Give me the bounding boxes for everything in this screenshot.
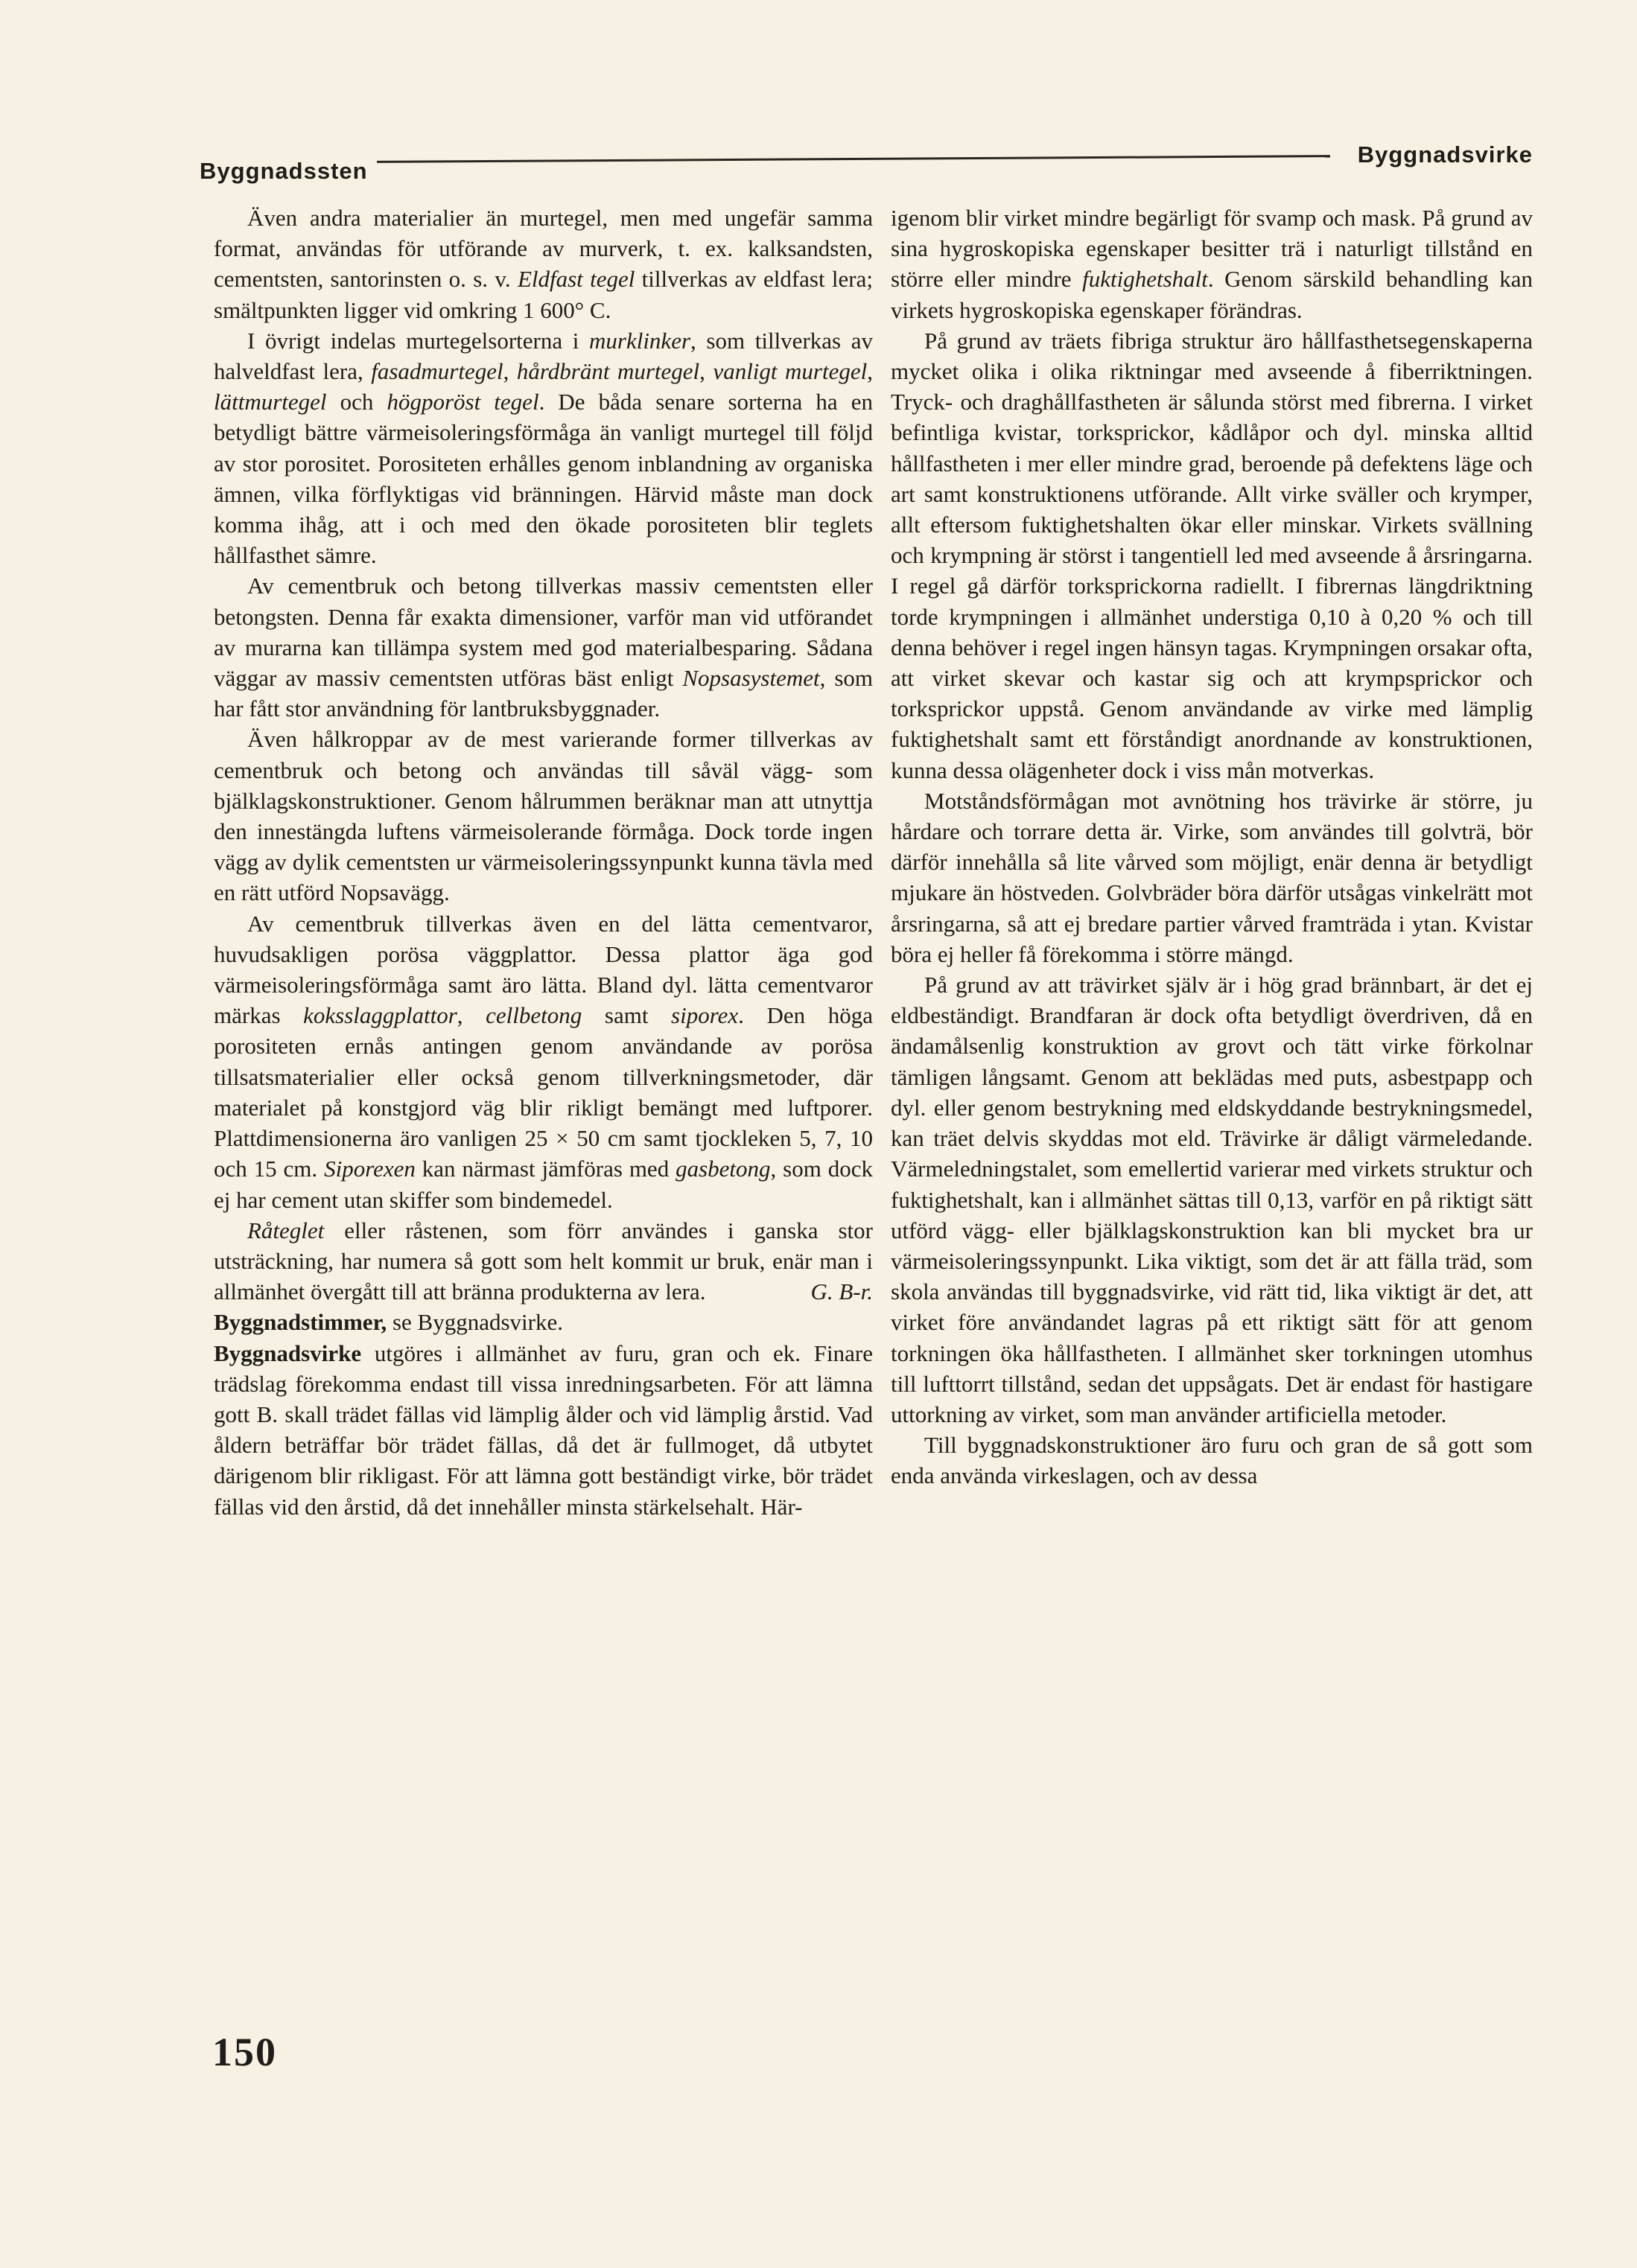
body-paragraph: Av cementbruk och betong tillverkas massiv cementsten eller betongsten. Denna får exakta dimensioner, varför man vid utförandet av murarna kan tillämpa system med god materialbesparing. Sådana väggar av massiv cementsten utföras bäst enligt Nopsasystemet, som har fått stor användning för lantbruksbyggnader. — [214, 573, 873, 722]
body-paragraph: igenom blir virket mindre begärligt för svamp och mask. På grund av sina hygroskopiska egenskaper besitter trä i naturligt tillstånd en större eller mindre fuktighetshalt. Genom särskild behandling kan virkets hygroskopiska egenskaper förändras. — [891, 205, 1533, 323]
page-number: 150 — [212, 2030, 277, 2074]
left-column — [214, 203, 873, 1522]
body-paragraph: I övrigt indelas murtegelsorterna i murklinker, som tillverkas av halveldfast lera, fasadmurtegel, hårdbränt murtegel, vanligt murtegel, lättmurtegel och högporöst tegel. De båda senare sorterna ha en betydligt bättre värmeisoleringsförmåga än vanligt murtegel till följd av stor porositet. Porositeten erhålles genom inblandning av organiska ämnen, vilka förflyktigas vid bränningen. Härvid måste man dock komma ihåg, att i och med den ökade porositeten blir teglets hållfasthet sämre. — [214, 327, 873, 569]
running-head-rule — [377, 155, 1330, 163]
body-paragraph: Även hålkroppar av de mest varierande former tillverkas av cementbruk och betong och användas till såväl vägg- som bjälklagskonstruktioner. Genom hålrummen beräknar man att utnyttja den innestängda luftens värmeisolerande förmåga. Dock torde ingen vägg av dylik cementsten ur värmeisoleringssynpunkt kunna tävla med en rätt utförd Nopsavägg. — [214, 726, 873, 906]
body-paragraph: På grund av att trävirket själv är i hög grad brännbart, är det ej eldbeständigt. Brandfaran är dock ofta betydligt överdriven, då en ändamålsenlig konstruktion av grovt och tätt virke förkolnar tämligen långsamt. Genom att beklädas med puts, asbestpapp och dyl. eller genom bestrykning med eldskyddande bestrykningsmedel, kan träet delvis skyddas mot eld. Trävirke är dåligt värmeledande. Värmeledningstalet, som emellertid varierar med virkets struktur och fuktighetshalt, kan i allmänhet sättas till 0,13, varför en på riktigt sätt utförd vägg- eller bjälklagskonstruktion kan bli mycket bra ur värmeisoleringssynpunkt. Lika viktigt, som det är att fälla träd, som skola användas till byggnadsvirke, vid rätt tid, lika viktigt är det, att virket före användandet lagras på ett riktigt sätt för att genom torkningen öka hållfastheten. I allmänhet sker torkningen utomhus till lufttorrt tillstånd, sedan det uppsågats. Det är endast för hastigare uttorkning av virket, som man använder artificiella metoder. — [891, 972, 1533, 1427]
running-head-left: Byggnadssten — [200, 158, 368, 184]
dictionary-entry: Byggnadsvirke utgöres i allmänhet av furu, gran och ek. Finare trädslag förekomma endast till vissa inredningsarbeten. För att lämna gott B. skall trädet fällas vid lämplig ålder och vid lämplig årstid. Vad åldern beträffar bör trädet fällas, då det är fullmoget, då utbytet därigenom blir rikligast. För att lämna gott beständigt virke, bör trädet fällas vid den årstid, då det innehåller minsta stärkelsehalt. Här- — [214, 1340, 873, 1520]
body-paragraph: Även andra materialier än murtegel, men med ungefär samma format, användas för utförande av murverk, t. ex. kalksandsten, cementsten, santorinsten o. s. v. Eldfast tegel tillverkas av eldfast lera; smältpunkten ligger vid omkring 1 600° C. — [214, 205, 873, 323]
body-paragraph: Råteglet eller råstenen, som förr användes i ganska stor utsträckning, har numera så gott som helt kommit ur bruk, enär man i allmänhet övergått till att bränna produkterna av lera. G. B-r. — [214, 1217, 873, 1305]
running-head-right: Byggnadsvirke — [1357, 141, 1533, 168]
running-head — [200, 141, 1533, 186]
dictionary-entry: Byggnadstimmer, se Byggnadsvirke. — [214, 1309, 564, 1336]
body-paragraph: Till byggnadskonstruktioner äro furu och gran de så gott som enda använda virkeslagen, och av dessa — [891, 1432, 1533, 1489]
right-column — [891, 203, 1533, 1491]
body-paragraph: Av cementbruk tillverkas även en del lätta cementvaror, huvudsakligen porösa väggplattor. Dessa plattor äga god värmeisoleringsförmåga samt äro lätta. Bland dyl. lätta cementvaror märkas koksslaggplattor, cellbetong samt siporex. Den höga porositeten ernås antingen genom användande av porösa tillsatsmaterialier eller också genom tillverkningsmetoder, där materialet på konstgjord väg blir rikligt bemängt med luftporer. Plattdimensionerna äro vanligen 25 × 50 cm samt tjockleken 5, 7, 10 och 15 cm. Siporexen kan närmast jämföras med gasbetong, som dock ej har cement utan skiffer som bindemedel. — [214, 910, 874, 1213]
body-paragraph: På grund av träets fibriga struktur äro hållfasthetsegenskaperna mycket olika i olika riktningar med avseende å fiberriktningen. Tryck- och draghållfastheten är sålunda störst med fibrerna. I virket befintliga kvistar, torksprickor, kådlåpor och dyl. minska alltid hållfastheten i mer eller mindre grad, beroende på defektens läge och art samt konstruktionens utförande. Allt virke sväller och krymper, allt eftersom fuktighetshalten ökar eller minskar. Virkets svällning och krympning är störst i tangentiell led med avseende å årsringarna. I regel gå därför torksprickorna radiellt. I fibrernas längdriktning torde krympningen i allmänhet understiga 0,10 à 0,20 % och till denna behöver i regel ingen hänsyn tagas. Krympningen orsakar ofta, att virket skevar och kastar sig och att krympsprickor och torksprickor uppstå. Genom användande av virke med lämplig fuktighetshalt samt ett förståndigt anordnande av konstruktionen, kunna dessa olägenheter dock i viss mån motverkas. — [891, 327, 1533, 783]
body-paragraph: Motståndsförmågan mot avnötning hos trävirke är större, ju hårdare och torrare detta är. Virke, som användes till golvträ, bör därför innehålla så lite vårved som möjligt, enär denna är betydligt mjukare än höstveden. Golvbräder böra därför utsågas vinkelrätt mot årsringarna, så att ej bredare partier vårved framträda i ytan. Kvistar böra ej heller få förekomma i större mängd. — [891, 787, 1533, 967]
